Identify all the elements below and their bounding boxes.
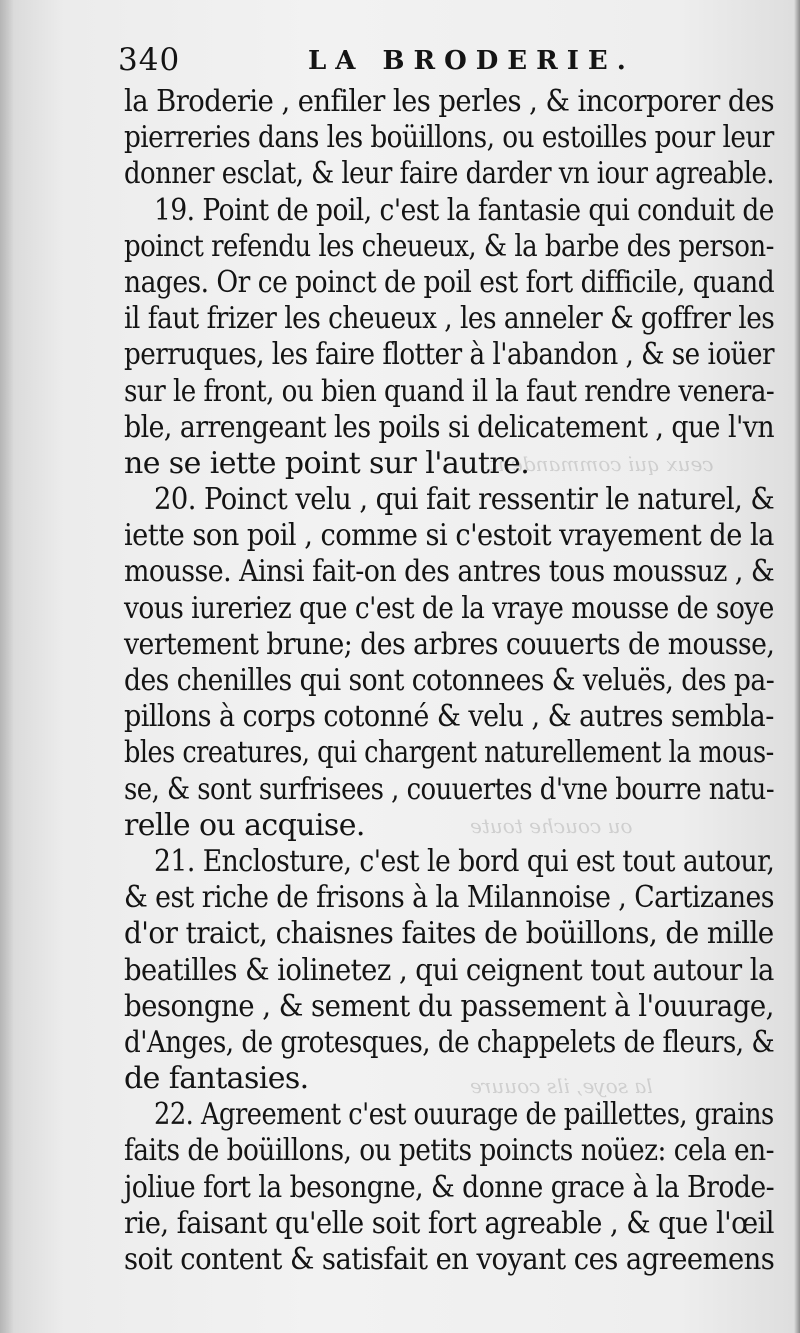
text-line: de fantasies. (124, 1061, 309, 1097)
text-line: relle ou acquise. (124, 807, 365, 843)
text-line: joliue fort la besongne, & donne grace à la Brode- (124, 1169, 775, 1205)
text-line: donner esclat, & leur faire darder vn iour agreable. (124, 156, 774, 192)
text-line: vertement brune; des arbres couuerts de mousse, (124, 626, 775, 662)
text-line: poinct refendu les cheueux, & la barbe des person- (124, 228, 774, 264)
text-line: perruques, les faire flotter à l'abandon , & se ioüer (124, 337, 774, 373)
text-line: d'Anges, de grotesques, de chappelets de fleurs, & (124, 1024, 775, 1060)
text-line: pillons à corps cotonné & velu , & autres sembla- (124, 699, 774, 735)
show-through-smudge: la soye, ils couure (470, 1074, 653, 1098)
text-line: sur le front, ou bien quand il la faut rendre venera- (124, 373, 775, 409)
text-line: ne se iette point sur l'autre. (124, 445, 530, 481)
text-line: nages. Or ce poinct de poil est fort difficile, quand (124, 264, 775, 300)
text-line: pierreries dans les boüillons, ou estoilles pour leur (124, 120, 774, 156)
text-line: d'or traict, chaisnes faites de boüillons, de mille (124, 916, 774, 952)
text-line: soit content & satisfait en voyant ces agreemens (124, 1242, 775, 1277)
text-line: & est riche de frisons à la Milannoise , Cartizanes (124, 880, 774, 916)
text-line: se, & sont surfrisees , couuertes d'vne bourre natu- (124, 771, 775, 807)
text-line: 20. Poinct velu , qui fait ressentir le naturel, & (154, 482, 775, 518)
text-line: iette son poil , comme si c'estoit vrayement de la (124, 518, 774, 554)
text-line: faits de boüillons, ou petits poincts noüez: cela en- (124, 1133, 775, 1169)
text-line: la Broderie , enfiler les perles , & incorporer des (124, 84, 775, 119)
show-through-smudge: ceux qui commandent (490, 452, 714, 476)
running-title: LA BRODERIE. (308, 46, 635, 76)
text-line: mousse. Ainsi fait-on des antres tous moussuz , & (124, 554, 775, 590)
page-header (118, 40, 678, 84)
text-line: 21. Enclosture, c'est le bord qui est tout autour, (154, 843, 775, 879)
text-line: vous iureriez que c'est de la vraye mousse de soye (124, 590, 774, 626)
show-through-smudge: ou couche toute (470, 814, 633, 838)
text-line: ble, arrengeant les poils si delicatement , que l'vn (124, 409, 775, 445)
text-line: beatilles & iolinetez , qui ceignent tout autour la (124, 952, 774, 988)
text-line: bles creatures, qui chargent naturellement la mous- (124, 735, 774, 771)
text-line: il faut frizer les cheueux , les anneler & goffrer les (124, 301, 775, 337)
body-text (124, 84, 774, 1278)
text-line: rie, faisant qu'elle soit fort agreable , & que l'œil (124, 1205, 774, 1241)
text-line: besongne , & sement du passement à l'ouurage, (124, 988, 774, 1024)
page-number: 340 (118, 42, 181, 78)
text-line: 22. Agreement c'est ouurage de paillettes, grains (154, 1097, 774, 1133)
text-line: 19. Point de poil, c'est la fantasie qui conduit de (154, 192, 774, 228)
text-line: des chenilles qui sont cotonnees & veluës, des pa- (124, 663, 775, 698)
